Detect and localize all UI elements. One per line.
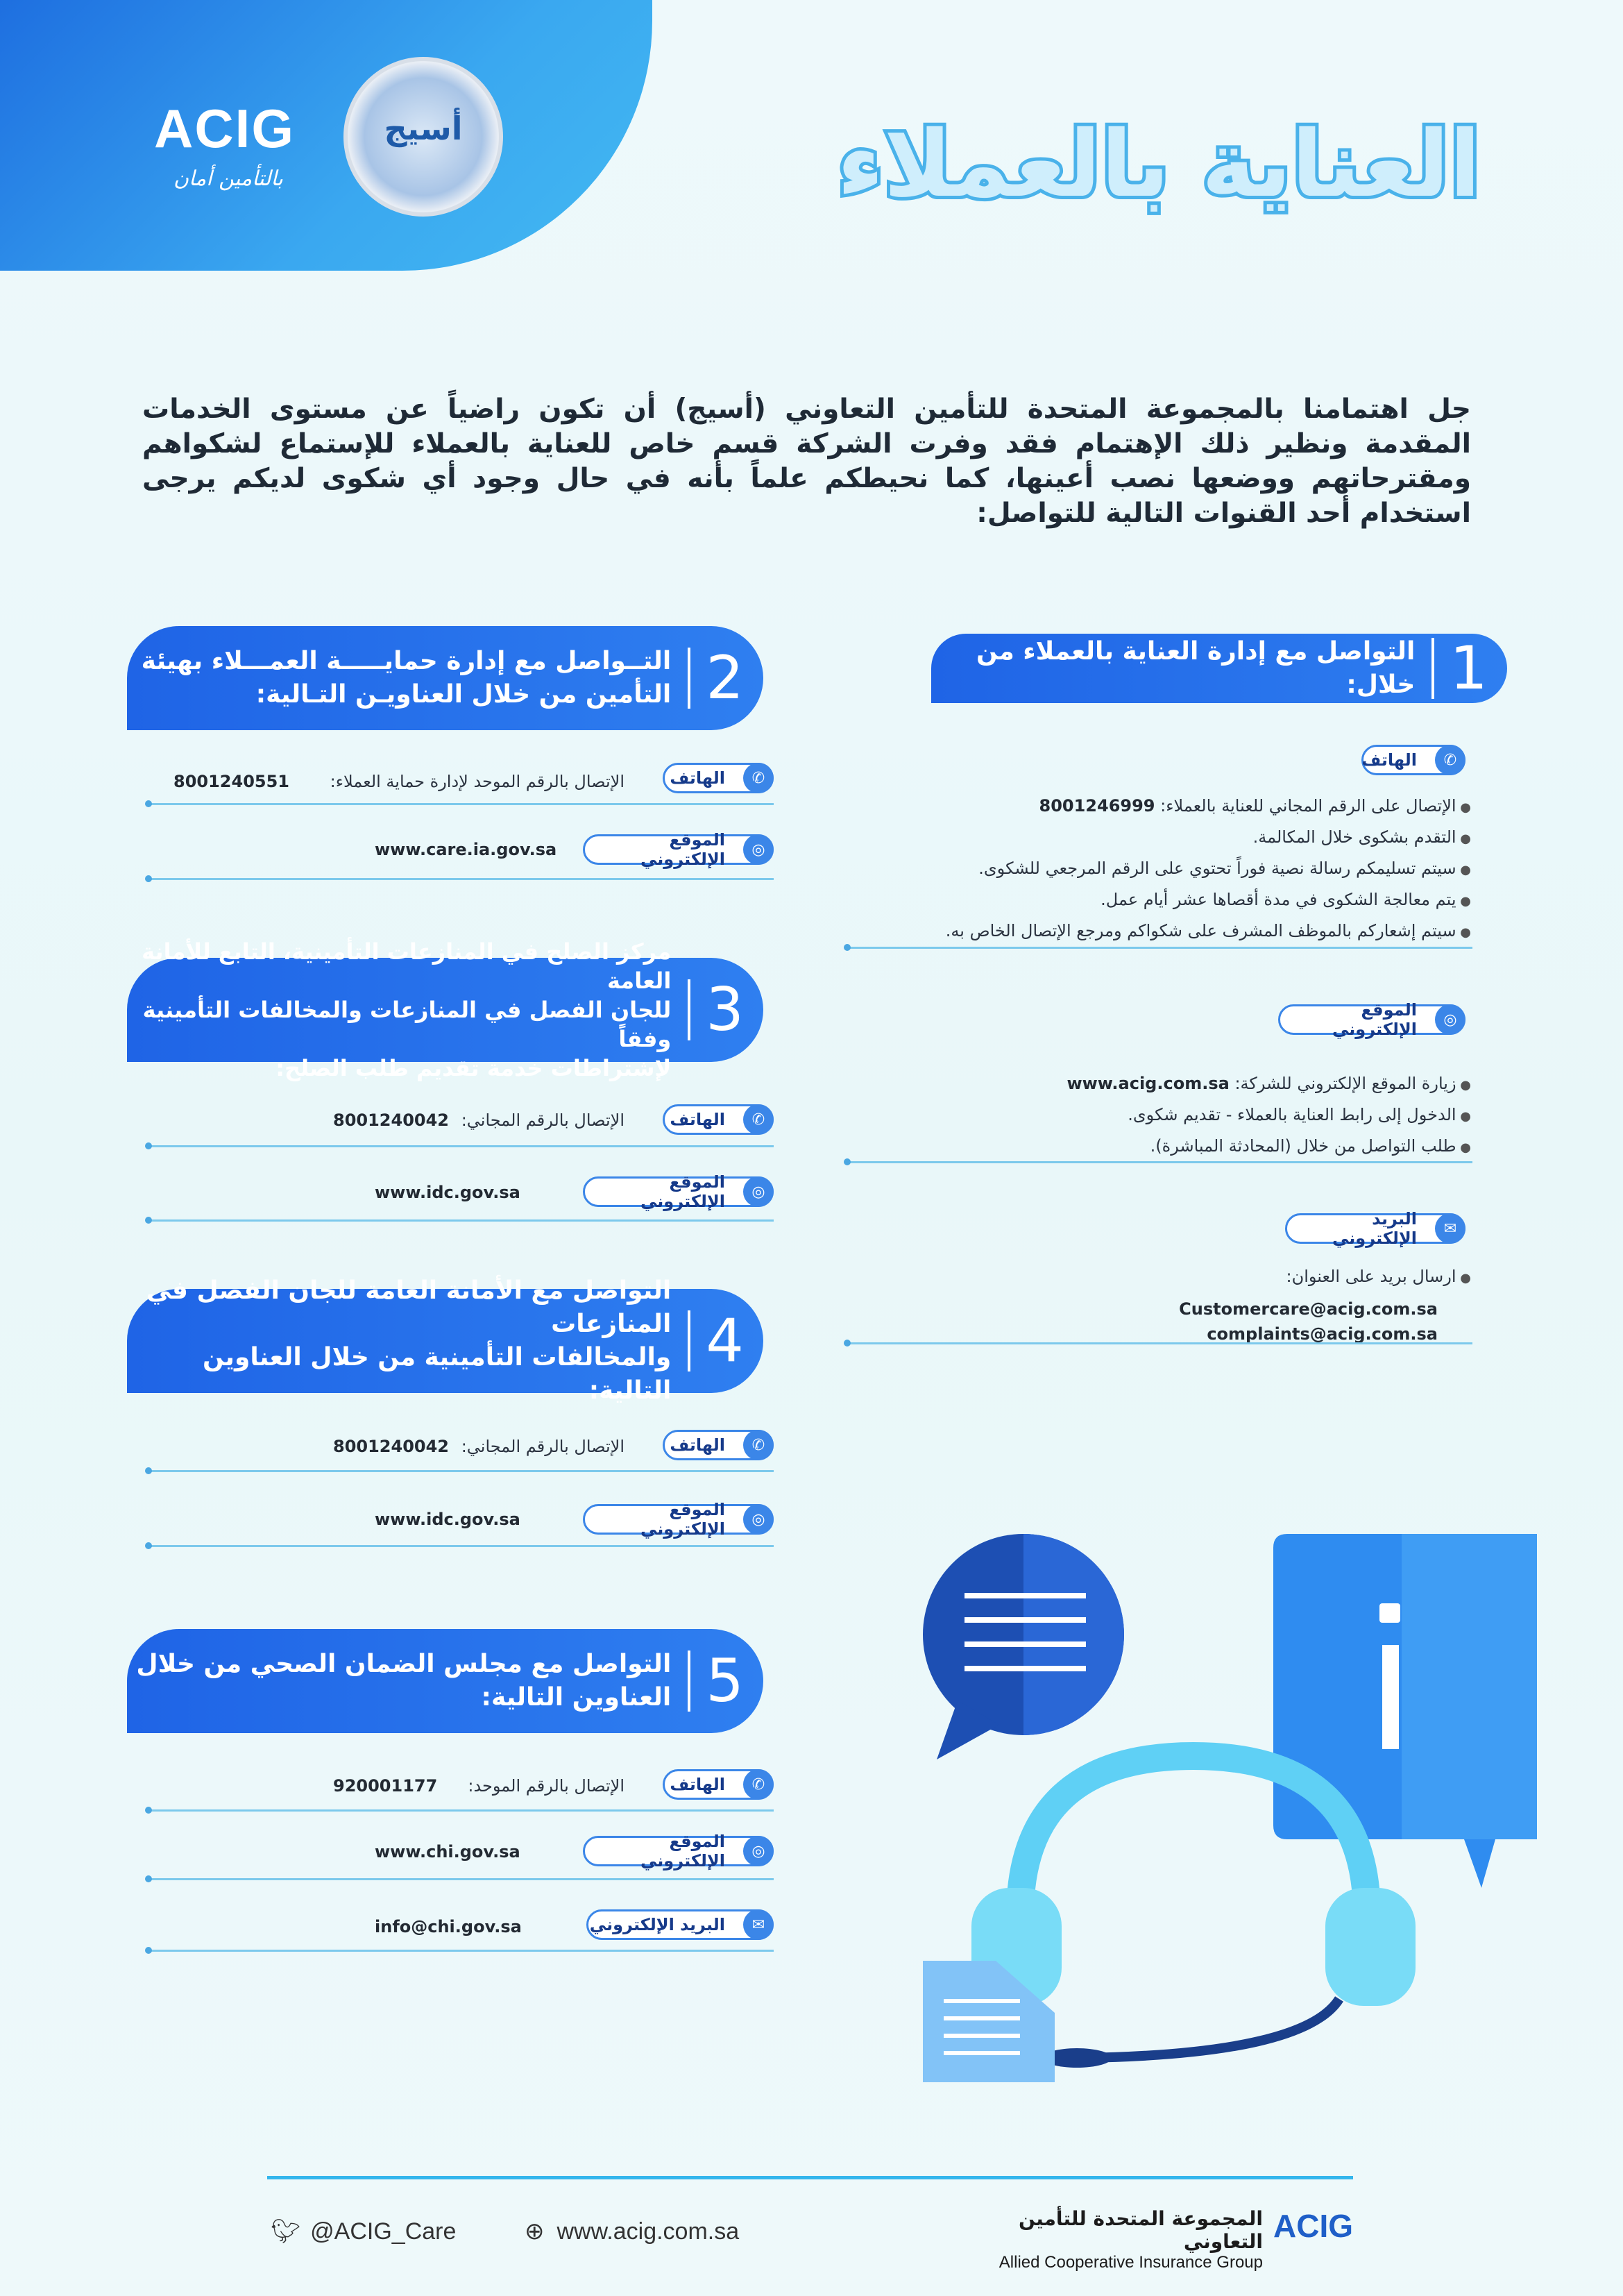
divider <box>149 1809 774 1812</box>
section2-number: 2 <box>688 648 763 709</box>
section3-phone-pill: ✆ الهاتف <box>663 1104 774 1135</box>
company-name-ar: المجموعة المتحدة للتأمين التعاوني <box>1018 2207 1263 2253</box>
acig-website-link[interactable]: www.acig.com.sa <box>1067 1074 1230 1093</box>
list-item: ● زيارة الموقع الإلكتروني للشركة: www.acig.com.sa <box>860 1069 1471 1100</box>
customer-care-number: 8001246999 <box>1039 796 1155 816</box>
divider <box>149 1219 774 1222</box>
section1-title: التواصل مع إدارة العناية بالعملاء من خلال: <box>976 637 1416 699</box>
section1-email-pill <box>1285 1209 1465 1248</box>
list-item: ● الدخول إلى رابط العناية بالعملاء - تقديم شكوى. <box>860 1100 1471 1131</box>
phone-icon: ✆ <box>1435 745 1465 775</box>
email-link[interactable]: info@chi.gov.sa <box>375 1917 522 1936</box>
website-label: الموقع الإلكتروني <box>1332 1000 1417 1039</box>
intro-paragraph: جل اهتمامنا بالمجموعة المتحدة للتأمين التعاوني (أسيج) أن تكون راضياً عن مستوى الخدمات المقدمة ونظير ذلك الإهتمام فقد وفرت الشركة قسم خاص للعناية بالعملاء للإستماع لشكواهم ومقترحاتهم ووضعها نصب أعينها، كما نحيطكم علماً بأنه في حال وجود أي شكوى لديكم يرجى استخدام أحد القنوات التالية للتواصل: <box>142 394 1471 529</box>
email-label: البريد الإلكتروني <box>1332 1209 1417 1248</box>
list-item: ● طلب التواصل من خلال (المحادثة المباشرة). <box>860 1131 1471 1163</box>
logo-tagline: بالتأمين أمان <box>173 167 283 191</box>
website-link[interactable]: www.chi.gov.sa <box>375 1842 520 1862</box>
list-item: ● يتم معالجة الشكوى في مدة أقصاها عشر أيام عمل. <box>860 885 1471 916</box>
section5-title: التواصل مع مجلس الضمان الصحي من خلال العناوين التالية: <box>136 1650 672 1712</box>
website-link[interactable]: www.idc.gov.sa <box>375 1510 520 1529</box>
customercare-email-link[interactable]: Customercare@acig.com.sa <box>1179 1299 1438 1319</box>
info-stem <box>1382 1645 1399 1749</box>
email-addresses <box>1110 1297 1438 1347</box>
section4-title: التواصل مع الأمانة العامة للجان الفصل في المنازعات والمخالفات التأمينية من خلال العناوين التالية: <box>146 1276 672 1405</box>
headset-right-ear <box>1325 1888 1416 2006</box>
section4-banner <box>127 1276 763 1405</box>
divider <box>848 1342 1472 1344</box>
acig-seal-logo <box>343 57 503 217</box>
phone-icon: ✆ <box>743 763 774 793</box>
divider <box>149 1950 774 1952</box>
phone-label: الهاتف <box>1361 750 1417 770</box>
list-item: ● الإتصال على الرقم المجاني للعناية بالعملاء: 8001246999 <box>860 791 1471 822</box>
divider <box>149 1878 774 1880</box>
footer-website[interactable]: ⊕ www.acig.com.sa <box>525 2218 740 2245</box>
section3-website-pill: ◎ الموقع الإلكتروني <box>583 1176 774 1207</box>
customer-support-illustration <box>916 1527 1540 2082</box>
section5-website-pill: ◎ الموقع الإلكتروني <box>583 1836 774 1866</box>
seal-text: أسيج <box>384 110 463 147</box>
section4-website-pill: ◎ الموقع الإلكتروني <box>583 1504 774 1535</box>
section5-web-row <box>375 1842 555 1862</box>
section3-banner <box>127 938 763 1081</box>
section1-banner <box>931 634 1507 703</box>
section5-phone-row: الإتصال بالرقم الموحد: 920001177 <box>333 1776 624 1796</box>
divider <box>848 947 1472 949</box>
phone-number: 8001240551 <box>173 772 289 791</box>
phone-number: 8001240042 <box>333 1437 449 1456</box>
section4-number: 4 <box>688 1310 763 1371</box>
section5-number: 5 <box>688 1651 763 1712</box>
footer-company <box>985 2207 1263 2272</box>
section1-phone-list <box>860 791 1471 947</box>
section2-website-pill: ◎ الموقع الإلكتروني <box>583 834 774 865</box>
section2-phone-row: الإتصال بالرقم الموحد لإدارة حماية العملاء: 8001240551 <box>173 772 624 791</box>
twitter-bird-icon: 🐦︎ <box>271 2218 301 2245</box>
footer-divider <box>267 2176 1353 2179</box>
section3-web-row <box>375 1183 555 1202</box>
phone-icon: ✆ <box>743 1430 774 1460</box>
divider <box>149 1470 774 1472</box>
section5-email-row <box>375 1917 555 1936</box>
section2-banner <box>127 626 763 730</box>
list-item: ● التقدم بشكوى خلال المكالمة. <box>860 822 1471 854</box>
twitter-handle[interactable]: 🐦︎ @ACIG_Care <box>271 2218 457 2245</box>
section1-email-list <box>860 1262 1471 1293</box>
section5-email-pill: ✉ البريد الإلكتروني <box>586 1909 774 1940</box>
section3-title: مركز الصلح في المنازعات التأمينية، التابع للأمانة العامة للجان الفصل في المنازعات والمخالفات التأمينية وفقاً لإشتراطات خدمة تقديم طلب الصلح: <box>142 938 672 1081</box>
section3-phone-row: الإتصال بالرقم المجاني: 8001240042 <box>333 1111 624 1130</box>
section5-banner <box>127 1629 763 1733</box>
globe-icon: ◎ <box>1435 1004 1465 1035</box>
divider <box>149 878 774 880</box>
globe-icon: ⊕ <box>525 2218 545 2245</box>
divider <box>149 1145 774 1147</box>
divider <box>149 803 774 805</box>
section1-website-pill <box>1278 1000 1465 1039</box>
divider <box>848 1161 1472 1163</box>
info-dot <box>1379 1603 1400 1623</box>
list-item: ● سيتم إشعاركم بالموظف المشرف على شكواكم ومرجع الإتصال الخاص به. <box>860 916 1471 947</box>
section5-phone-pill: ✆ الهاتف <box>663 1769 774 1800</box>
section4-web-row <box>375 1510 555 1529</box>
acig-logo-text: ACIG <box>154 98 295 159</box>
phone-number: 8001240042 <box>333 1111 449 1130</box>
website-link[interactable]: www.care.ia.gov.sa <box>375 840 557 859</box>
section4-phone-pill: ✆ الهاتف <box>663 1430 774 1460</box>
header-banner <box>0 0 652 271</box>
company-name-en: Allied Cooperative Insurance Group <box>999 2253 1263 2272</box>
list-item: ● ارسال بريد على العنوان: <box>860 1262 1471 1293</box>
complaints-email-link[interactable]: complaints@acig.com.sa <box>1207 1324 1438 1344</box>
section1-phone-pill <box>1361 745 1465 775</box>
footer-acig-logo: ACIG <box>1273 2208 1353 2244</box>
section2-phone-pill: ✆ الهاتف <box>663 763 774 793</box>
globe-icon: ◎ <box>743 1176 774 1207</box>
list-item: ● سيتم تسليمكم رسالة نصية فوراً تحتوي على الرقم المرجعي للشكوى. <box>860 854 1471 885</box>
section2-web-row <box>375 840 555 859</box>
page-title: العناية بالعملاء <box>837 111 1481 218</box>
envelope-icon: ✉ <box>743 1909 774 1940</box>
section1-number: 1 <box>1431 638 1507 699</box>
divider <box>149 1545 774 1547</box>
section1-web-list <box>860 1069 1471 1163</box>
section3-number: 3 <box>688 979 763 1040</box>
phone-icon: ✆ <box>743 1104 774 1135</box>
globe-icon: ◎ <box>743 1836 774 1866</box>
phone-number: 920001177 <box>333 1776 438 1796</box>
globe-icon: ◎ <box>743 1504 774 1535</box>
phone-icon: ✆ <box>743 1769 774 1800</box>
section4-phone-row: الإتصال بالرقم المجاني: 8001240042 <box>333 1437 624 1456</box>
website-link[interactable]: www.idc.gov.sa <box>375 1183 520 1202</box>
envelope-icon: ✉ <box>1435 1213 1465 1244</box>
globe-icon: ◎ <box>743 834 774 865</box>
section2-title: التــواصل مع إدارة حمايـــــة العمـــلاء بهيئة التأمين من خلال العناويـن التـالية: <box>141 647 672 709</box>
